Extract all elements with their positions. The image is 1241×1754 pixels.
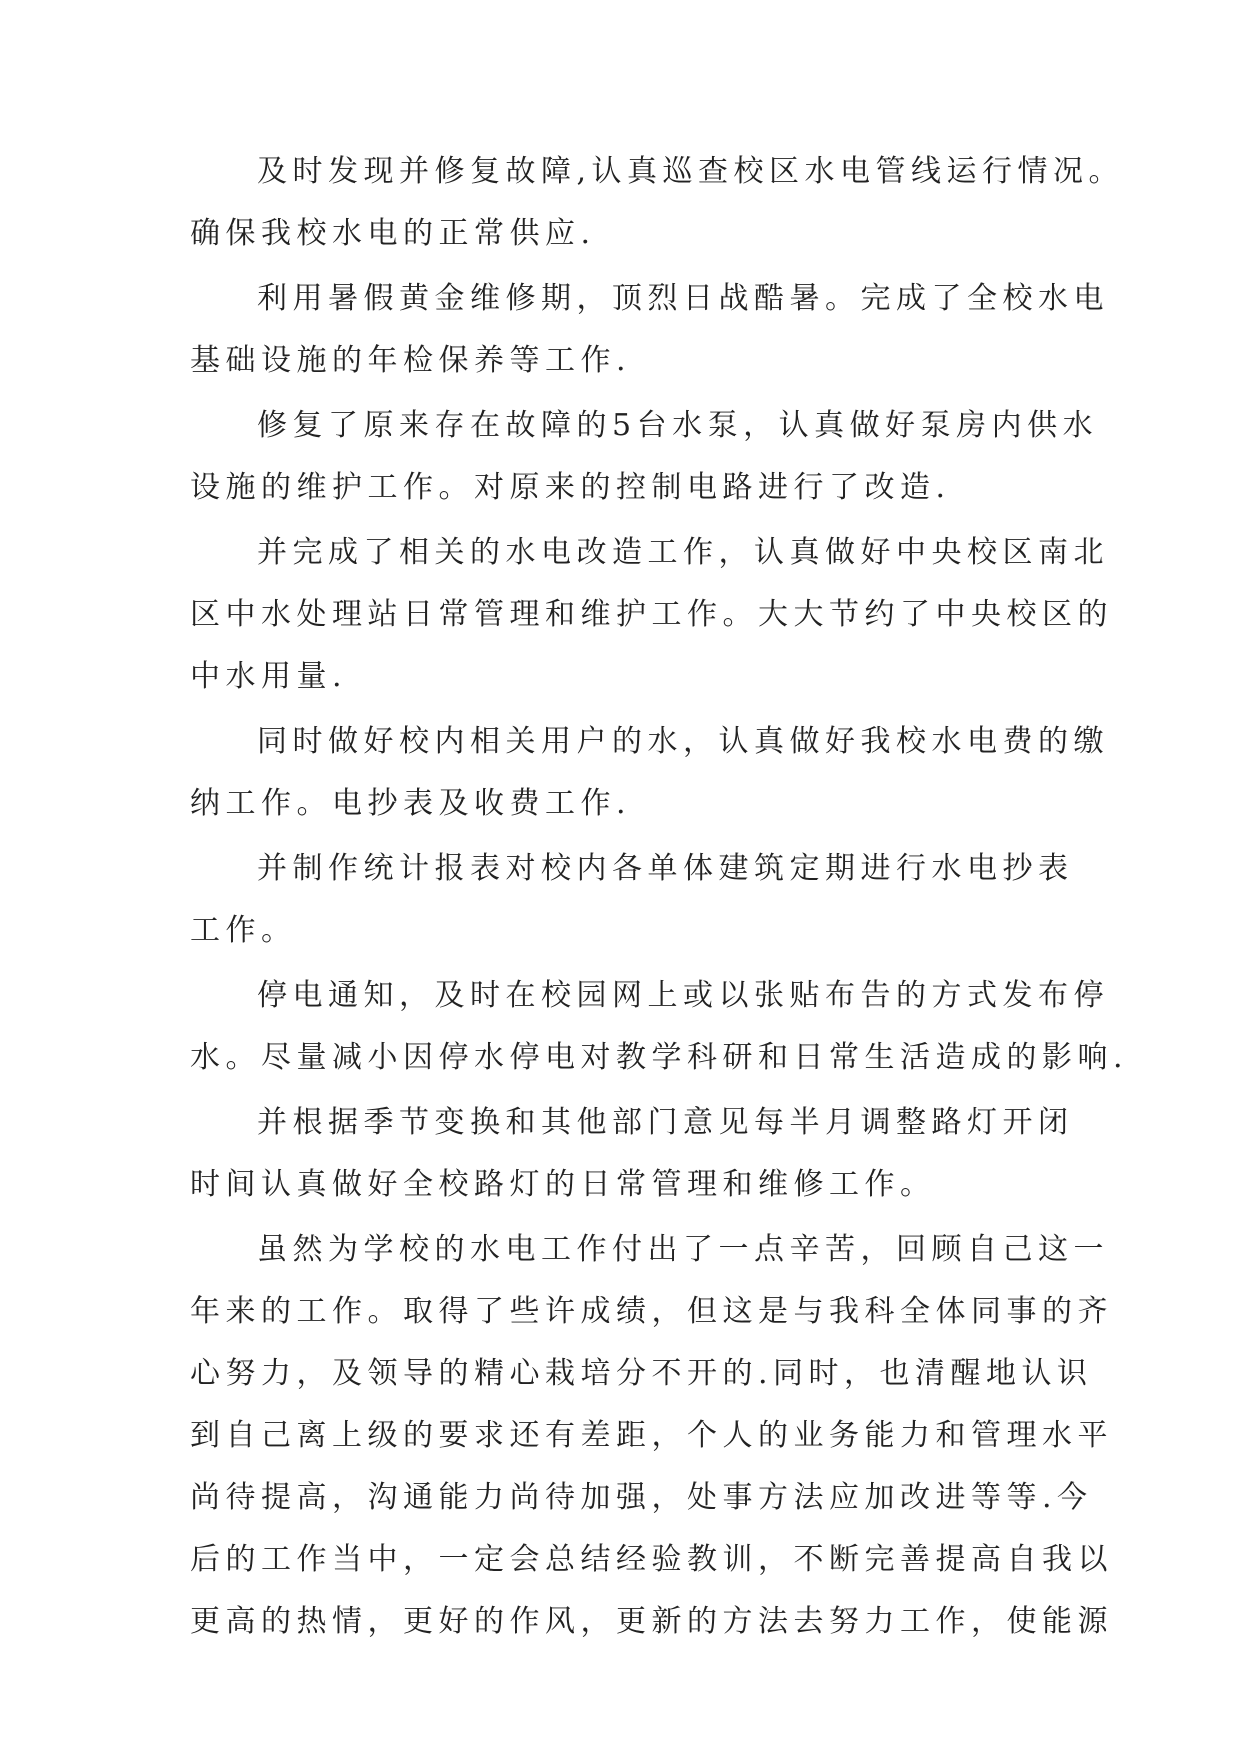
paragraph-line: 基础设施的年检保养等工作. bbox=[190, 343, 632, 378]
paragraph-line: 停电通知，及时在校园网上或以张贴布告的方式发布停 bbox=[257, 978, 1109, 1013]
paragraph-line: 同时做好校内相关用户的水，认真做好我校水电费的缴 bbox=[257, 724, 1109, 759]
paragraph-line: 利用暑假黄金维修期，顶烈日战酷暑。完成了全校水电 bbox=[257, 281, 1109, 316]
paragraph-line: 设施的维护工作。对原来的控制电路进行了改造. bbox=[190, 470, 951, 505]
paragraph-line: 虽然为学校的水电工作付出了一点辛苦，回顾自己这一 bbox=[257, 1232, 1109, 1267]
paragraph-line: 到自己离上级的要求还有差距，个人的业务能力和管理水平 bbox=[190, 1418, 1113, 1453]
paragraph-line: 纳工作。电抄表及收费工作. bbox=[190, 786, 632, 821]
paragraph-line: 中水用量. bbox=[190, 659, 348, 694]
paragraph-line: 水。尽量减小因停水停电对教学科研和日常生活造成的影响. bbox=[190, 1040, 1129, 1075]
paragraph-line: 年来的工作。取得了些许成绩，但这是与我科全体同事的齐 bbox=[190, 1294, 1113, 1329]
paragraph-line: 尚待提高，沟通能力尚待加强，处事方法应加改进等等.今 bbox=[190, 1480, 1093, 1515]
paragraph-line: 并完成了相关的水电改造工作，认真做好中央校区南北 bbox=[257, 535, 1109, 570]
paragraph-line: 并根据季节变换和其他部门意见每半月调整路灯开闭 bbox=[257, 1105, 1074, 1140]
paragraph-line: 确保我校水电的正常供应. bbox=[190, 216, 596, 251]
paragraph-line: 工作。 bbox=[190, 913, 297, 948]
paragraph-line: 更高的热情，更好的作风，更新的方法去努力工作，使能源 bbox=[190, 1604, 1113, 1639]
paragraph-line: 区中水处理站日常管理和维护工作。大大节约了中央校区的 bbox=[190, 597, 1113, 632]
paragraph-line: 心努力，及领导的精心栽培分不开的.同时，也清醒地认识 bbox=[190, 1356, 1093, 1391]
paragraph-line: 及时发现并修复故障,认真巡查校区水电管线运行情况。 bbox=[257, 154, 1125, 189]
paragraph-line: 后的工作当中，一定会总结经验教训，不断完善提高自我以 bbox=[190, 1542, 1113, 1577]
paragraph-line: 修复了原来存在故障的5台水泵，认真做好泵房内供水 bbox=[257, 408, 1099, 443]
paragraph-line: 并制作统计报表对校内各单体建筑定期进行水电抄表 bbox=[257, 851, 1074, 886]
paragraph-line: 时间认真做好全校路灯的日常管理和维修工作。 bbox=[190, 1167, 936, 1202]
